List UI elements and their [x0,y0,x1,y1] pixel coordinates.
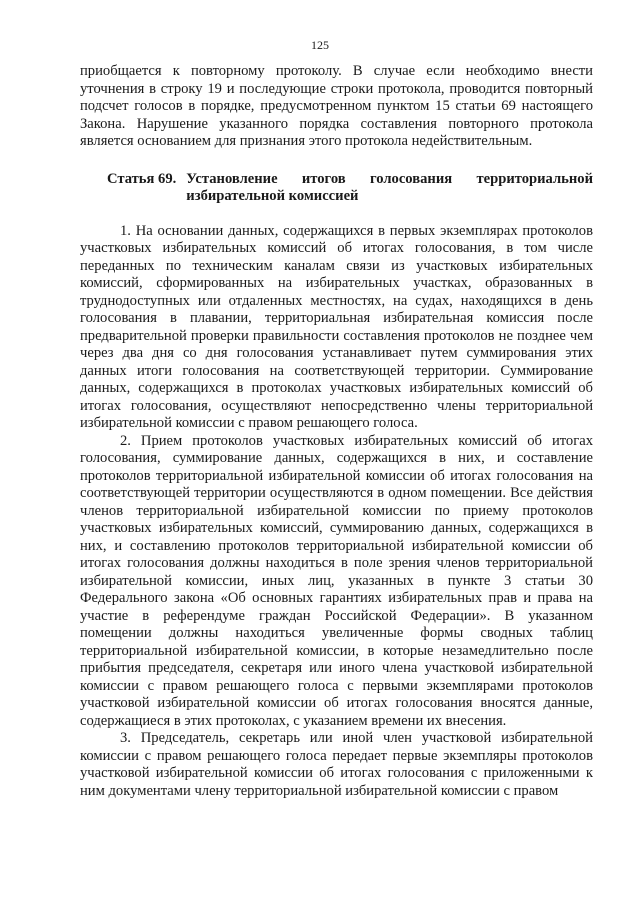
page-number: 125 [311,38,329,52]
article-title: Установление итогов голосования территориальной избирательной комиссией [186,170,593,204]
paragraph-1: 1. На основании данных, содержащихся в первых экземплярах протоколов участковых избирательных комиссий об итогах голосования, в том числе переданных по техническим каналам связи из участковых избирательных комиссий, сформированных на избирательных участках, образованных в труднодоступных или отдаленных местностях, на судах, находящихся в день голосования в плавании, территориальная избирательная комиссия после предварительной проверки правильности составления протоколов не позднее чем через два дня со дня голосования устанавливает путем суммирования этих данных итоги голосования на соответствующей территории. Суммирование данных, содержащихся в протоколах участковых избирательных комиссий об итогах голосования, осуществляют непосредственно члены территориальной избирательной комиссии с правом решающего голоса. [80,222,593,431]
paragraph-2: 2. Прием протоколов участковых избирательных комиссий об итогах голосования, суммирование данных, содержащихся в них, и составление протоколов территориальной избирательной комиссии об итогах голосования на соответствующей территории осуществляются в одном помещении. Все действия членов территориальной избирательной комиссии по приему протоколов участковых избирательных комиссий, суммированию данных, содержащихся в них, и составлению протоколов территориальной избирательной комиссии об итогах голосования должны находиться в поле зрения членов территориальной избирательной комиссии, иных лиц, указанных в пункте 3 статьи 30 Федерального закона «Об основных гарантиях избирательных прав и права на участие в референдуме граждан Российской Федерации». В указанном помещении должны находиться увеличенные формы сводных таблиц территориальной избирательной комиссии, в которые незамедлительно после прибытия председателя, секретаря или иного члена участковой избирательной комиссии с правом решающего голоса с первыми экземплярами протоколов участковой избирательной комиссии об итогах голосования вносятся данные, содержащиеся в этих протоколах, с указанием времени их внесения. [80,432,593,729]
paragraph-3: 3. Председатель, секретарь или иной член участковой избирательной комиссии с правом решающего голоса передает первые экземпляры протоколов участковой избирательной комиссии об итогах голосования с приложенными к ним документами члену территориальной избирательной комиссии с правом [80,730,593,799]
intro-paragraph: приобщается к повторному протоколу. В случае если необходимо внести уточнения в строку 19 и последующие строки протокола, проводится повторный подсчет голосов в порядке, предусмотренном пунктом 15 статьи 69 настоящего Закона. Нарушение указанного порядка составления повторного протокола является основанием для признания этого протокола недействительным. [80,63,593,149]
document-body [80,63,593,800]
article-heading [80,171,593,206]
article-number: Статья 69. [107,170,177,187]
